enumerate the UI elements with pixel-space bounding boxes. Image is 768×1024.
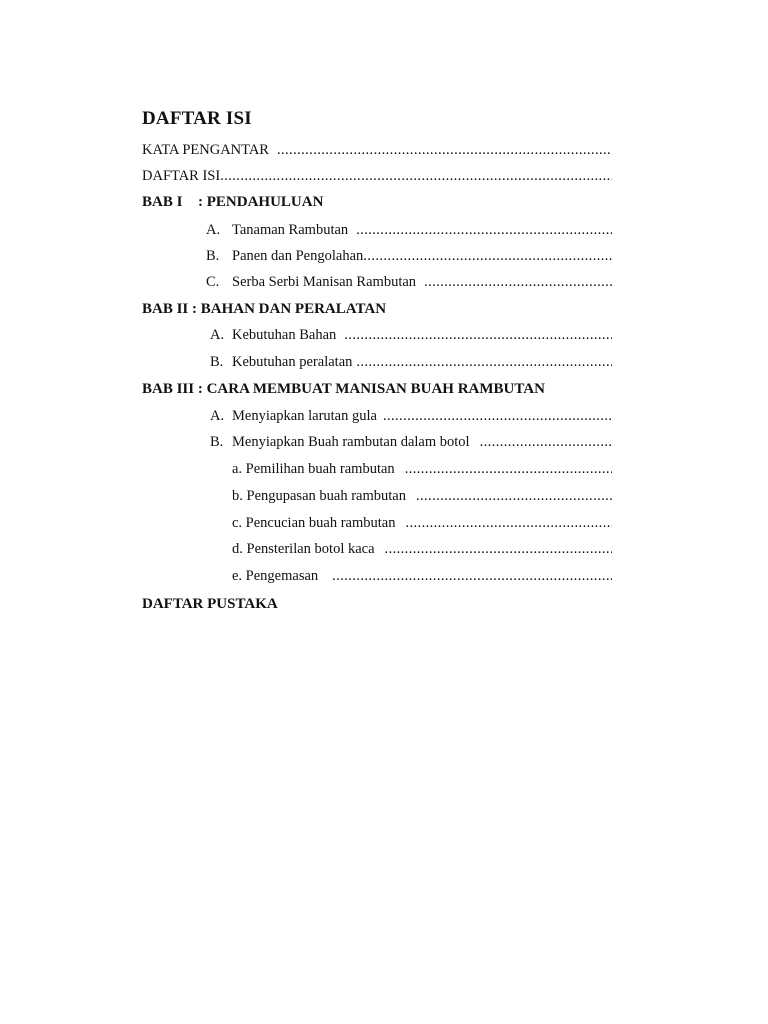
entry-marker: A. bbox=[210, 408, 225, 424]
toc-entry-bab2-a bbox=[210, 327, 612, 347]
toc-entry-label: Panen dan Pengolahan bbox=[232, 248, 364, 264]
leader-dots bbox=[344, 327, 612, 344]
toc-entry-label: Kebutuhan peralatan bbox=[232, 354, 353, 370]
chapter-title: : PENDAHULUAN bbox=[198, 194, 324, 210]
leader-dots bbox=[332, 568, 612, 585]
toc-title: DAFTAR ISI bbox=[142, 108, 252, 129]
toc-entry-label: Menyiapkan larutan gula bbox=[232, 408, 377, 424]
leader-dots bbox=[405, 461, 612, 478]
entry-marker: A. bbox=[210, 327, 225, 343]
toc-entry-label: Kebutuhan Bahan bbox=[232, 327, 337, 343]
toc-entry-bab2-b bbox=[210, 354, 612, 374]
toc-entry-label: KATA PENGANTAR bbox=[142, 142, 269, 158]
chapter-heading-bab-1 bbox=[142, 194, 323, 211]
toc-entry-label: b. Pengupasan buah rambutan bbox=[232, 488, 406, 504]
entry-marker: B. bbox=[206, 248, 220, 264]
toc-entry-label: e. Pengemasan bbox=[232, 568, 319, 584]
leader-dots bbox=[277, 142, 612, 159]
leader-dots bbox=[385, 541, 612, 558]
leader-dots bbox=[480, 434, 612, 451]
toc-entry-label: Serba Serbi Manisan Rambutan bbox=[232, 274, 417, 290]
toc-subentry-a bbox=[232, 461, 612, 481]
entry-marker: A. bbox=[206, 222, 221, 238]
toc-subentry-b bbox=[232, 488, 612, 508]
toc-entry-bab1-a bbox=[206, 222, 612, 242]
leader-dots bbox=[356, 354, 612, 371]
toc-entry-label: Tanaman Rambutan bbox=[232, 222, 349, 238]
toc-entry-label: d. Pensterilan botol kaca bbox=[232, 541, 375, 557]
leader-dots bbox=[424, 274, 612, 291]
leader-dots bbox=[363, 248, 612, 265]
toc-entry-label: DAFTAR ISI bbox=[142, 168, 221, 184]
toc-entry-label: a. Pemilihan buah rambutan bbox=[232, 461, 395, 477]
toc-entry-daftar-isi bbox=[142, 168, 612, 188]
toc-subentry-e bbox=[232, 568, 612, 588]
chapter-heading-bab-2: BAB II : BAHAN DAN PERALATAN bbox=[142, 301, 387, 317]
toc-entry-bab1-b bbox=[206, 248, 612, 268]
toc-entry-bab1-c bbox=[206, 274, 612, 294]
toc-entry-bab3-a bbox=[210, 408, 612, 428]
toc-entry-kata-pengantar bbox=[142, 142, 612, 162]
leader-dots bbox=[416, 488, 612, 505]
toc-entry-bab3-b bbox=[210, 434, 612, 454]
toc-subentry-d bbox=[232, 541, 612, 561]
leader-dots bbox=[405, 515, 612, 532]
entry-marker: B. bbox=[210, 434, 224, 450]
leader-dots bbox=[383, 408, 612, 425]
leader-dots bbox=[356, 222, 612, 239]
back-matter-daftar-pustaka: DAFTAR PUSTAKA bbox=[142, 596, 278, 612]
leader-dots bbox=[220, 168, 612, 185]
chapter-number: BAB I bbox=[142, 194, 183, 210]
chapter-heading-bab-3: BAB III : CARA MEMBUAT MANISAN BUAH RAMBUTAN bbox=[142, 381, 545, 397]
toc-subentry-c bbox=[232, 515, 612, 535]
entry-marker: B. bbox=[210, 354, 224, 370]
toc-entry-label: c. Pencucian buah rambutan bbox=[232, 515, 396, 531]
entry-marker: C. bbox=[206, 274, 220, 290]
toc-entry-label: Menyiapkan Buah rambutan dalam botol bbox=[232, 434, 470, 450]
